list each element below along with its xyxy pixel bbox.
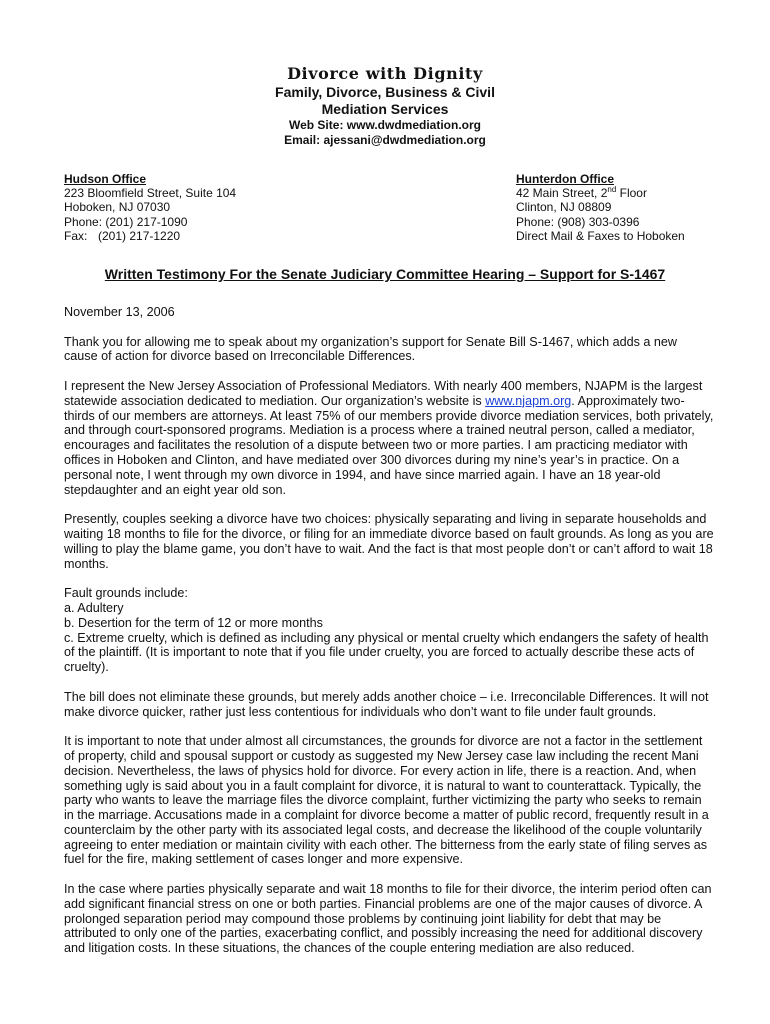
letterhead: [0, 64, 770, 148]
letter-date: November 13, 2006: [64, 305, 175, 319]
fault-grounds-list: [64, 586, 714, 675]
paragraph-representation-text-end: . Approximately two-thirds of our members are attorneys. At least 75% of our members provide divorce mediation services, both privately, and through court-sponsored programs. Mediation is a process where a trained neutral person, called a mediator, encourages and facilitates the resolution of a dispute between two or more parties. I am practicing mediator with offices in Hoboken and Clinton, and have mediated over 300 divorces during my nine’s year’s in practice. On a personal note, I went through my own divorce in 1994, and have since married again. I have an 18 year-old stepdaughter and an eight year old son.: [64, 393, 714, 497]
hudson-office-city: Hoboken, NJ 07030: [64, 200, 171, 215]
hunterdon-office-street: [516, 186, 685, 200]
hudson-office-title: Hudson Office: [64, 172, 147, 186]
hudson-office-block: [64, 172, 236, 243]
paragraph-bill-effect: The bill does not eliminate these grounds, but merely adds another choice – i.e. Irreconcilable Differences. It will not make divorce quicker, rather just less contentious for individuals who don’t want to file under fault grounds.: [64, 689, 709, 719]
website-line: Web Site: www.dwdmediation.org: [288, 118, 481, 132]
hudson-office-street: 223 Bloomfield Street, Suite 104: [64, 186, 237, 201]
hudson-office-phone: Phone: (201) 217-1090: [64, 214, 188, 229]
hunterdon-street-floor: Floor: [616, 186, 647, 201]
hunterdon-street-main: 42 Main Street, 2: [516, 186, 608, 201]
paragraph-choices: Presently, couples seeking a divorce have two choices: physically separating and living in separate households and waiting 18 months to file for the divorce, or filing for an immediate divorce based on fault grounds. As long as you are willing to play the blame game, you don’t have to wait. And the fact is that most people don’t or can’t afford to wait 18 months.: [64, 512, 714, 571]
paragraph-representation: [64, 379, 714, 497]
hunterdon-office-phone: Phone: (908) 303-0396: [516, 214, 640, 229]
fault-grounds-title: Fault grounds include:: [64, 586, 188, 601]
hunterdon-street-ordinal: nd: [607, 185, 617, 195]
hunterdon-office-title: Hunterdon Office: [516, 172, 614, 186]
organization-name: Divorce with Dignity: [287, 64, 483, 83]
fault-ground-adultery: a. Adultery: [64, 600, 124, 615]
paragraph-settlement: It is important to note that under almost all circumstances, the grounds for divorce are not a factor in the settlement of property, child and spousal support or custody as suggested my New Jersey case law including the recent Mani decision. Nevertheless, the laws of physics hold for divorce. For every action in life, there is a reaction. And, when something ugly is said about you in a fault complaint for divorce, it is natural to want to counterattack. Typically, the party who wants to leave the marriage files the divorce complaint, further victimizing the party who seeks to remain in the marriage. Accusations made in a complaint for divorce become a matter of public record, frequently result in a counterclaim by the other party with its associated legal costs, and decrease the likelihood of the couple voluntarily agreeing to enter mediation or maintain civility with each other. The bitterness from the early state of filing serves as fuel for the fire, making settlement of cases longer and more expensive.: [64, 734, 709, 867]
hudson-fax-label: Fax:: [64, 228, 88, 243]
hunterdon-office-city: Clinton, NJ 08809: [516, 200, 612, 215]
testimony-heading: Written Testimony For the Senate Judiciary Committee Hearing – Support for S-1467: [104, 266, 666, 282]
hudson-office-fax: [64, 229, 236, 243]
hunterdon-office-block: [516, 172, 685, 243]
paragraph-separation: In the case where parties physically separate and wait 18 months to file for their divorce, the interim period often can add significant financial stress on one or both parties. Financial problems are one of the major causes of divorce. A prolonged separation period may compound those problems by continuing joint liability for debt that may be attributed to only one of the parties, exacerbating conflict, and possibly increasing the need for additional discovery and litigation costs. In these situations, the chances of the couple entering mediation are also reduced.: [64, 882, 712, 956]
fault-ground-cruelty: c. Extreme cruelty, which is defined as including any physical or mental cruelty which endangers the safety of health of the plaintiff. (It is important to note that if you file under cruelty, you are forced to actually describe these acts of cruelty).: [64, 630, 709, 675]
hunterdon-office-note: Direct Mail & Faxes to Hoboken: [516, 228, 685, 243]
letter-body: [64, 305, 714, 971]
email-line: Email: ajessani@dwdmediation.org: [284, 133, 486, 147]
paragraph-representation-text-start: I represent the New Jersey Association of Professional Mediators. With nearly 400 members, NJAPM is the largest statewide association dedicated to mediation. Our organization’s website is: [64, 378, 703, 408]
organization-subtitle-line2: Mediation Services: [321, 101, 449, 117]
hudson-fax-number: (201) 217-1220: [98, 228, 181, 243]
fault-ground-desertion: b. Desertion for the term of 12 or more months: [64, 615, 323, 630]
njapm-website-link[interactable]: www.njapm.org: [485, 393, 572, 408]
paragraph-intro: Thank you for allowing me to speak about my organization’s support for Senate Bill S-1467, which adds a new cause of action for divorce based on Irreconcilable Differences.: [64, 334, 678, 364]
organization-subtitle-line1: Family, Divorce, Business & Civil: [275, 84, 495, 100]
